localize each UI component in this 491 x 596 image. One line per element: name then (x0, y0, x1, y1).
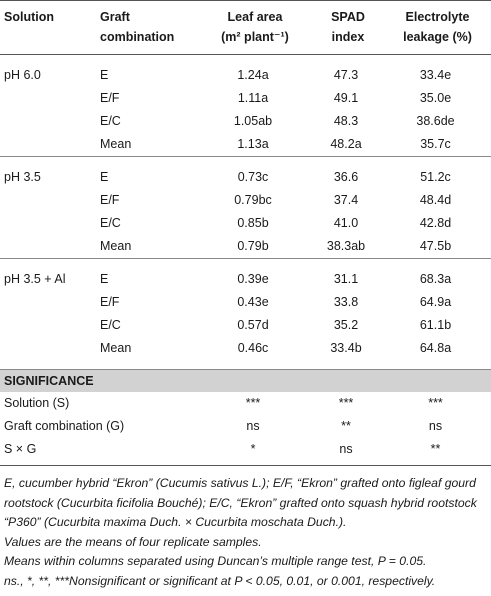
separator-cell (96, 157, 194, 167)
header-leaf-line1: Leaf area (227, 10, 283, 24)
spacer-cell (96, 55, 194, 65)
header-electrolyte (380, 1, 491, 55)
table-row (0, 291, 491, 314)
separator-cell (0, 157, 96, 167)
table-row (0, 268, 491, 291)
header-spad-line2: index (331, 30, 365, 44)
significance-row (0, 415, 491, 438)
table-row (0, 235, 491, 259)
table-footnotes (0, 466, 491, 591)
graft-cell: E (100, 68, 109, 82)
separator-cell (0, 259, 96, 269)
table-row (0, 314, 491, 337)
table-row (0, 189, 491, 212)
spacer-cell (312, 55, 380, 65)
graft-cell: E (100, 272, 109, 286)
leaf-area-significance: ns (246, 419, 260, 433)
leaf-area-cell: 0.57d (237, 318, 269, 332)
spacer-cell (194, 360, 312, 370)
significance-label: S × G (0, 438, 194, 466)
table-header (0, 1, 491, 55)
solution-cell (0, 110, 96, 133)
solution-cell (0, 314, 96, 337)
spad-cell: 38.3ab (326, 239, 366, 253)
electrolyte-cell: 42.8d (419, 216, 452, 230)
spacer-cell (0, 360, 96, 370)
graft-cell: E/F (100, 193, 120, 207)
header-graft-line2: combination (100, 30, 175, 44)
group-spacer (0, 55, 491, 65)
footnote-duncan: Means within columns separated using Duncan’s multiple range test, P = 0.05. (4, 554, 427, 568)
group-separator (0, 157, 491, 167)
spad-cell: 47.3 (333, 68, 359, 82)
leaf-area-cell: 1.05ab (233, 114, 273, 128)
spad-significance: ns (312, 438, 380, 466)
spad-cell: 35.2 (333, 318, 359, 332)
solution-cell: pH 3.5 + Al (4, 272, 66, 286)
spacer-cell (380, 55, 491, 65)
table-row (0, 337, 491, 360)
table-row (0, 212, 491, 235)
electrolyte-cell: 48.4d (419, 193, 452, 207)
solution-cell: pH 6.0 (4, 68, 41, 82)
header-spad (312, 1, 380, 55)
separator-cell (380, 259, 491, 269)
header-graft (96, 1, 194, 55)
header-graft-line1: Graft (100, 10, 130, 24)
solution-cell (0, 133, 96, 157)
separator-cell (96, 259, 194, 269)
graft-cell: E/F (100, 295, 120, 309)
table-body (0, 55, 491, 466)
spad-significance: ** (341, 419, 351, 433)
table-row (0, 110, 491, 133)
leaf-area-cell: 1.11a (237, 91, 269, 105)
spad-cell: 36.6 (333, 170, 359, 184)
table-row (0, 64, 491, 87)
graft-cell: E/C (100, 216, 121, 230)
graft-cell: E/C (100, 114, 121, 128)
electrolyte-significance: *** (428, 396, 443, 410)
graft-cell: Mean (100, 341, 132, 355)
graft-cell: Mean (100, 137, 132, 151)
leaf-area-cell: 0.39e (237, 272, 269, 286)
spad-cell: 41.0 (333, 216, 359, 230)
leaf-area-cell: 0.79bc (234, 193, 272, 207)
spad-cell: 48.3 (333, 114, 359, 128)
spad-cell: 37.4 (333, 193, 359, 207)
leaf-area-cell: 1.24a (237, 68, 269, 82)
footnote-means: Values are the means of four replicate samples. (4, 534, 262, 549)
separator-cell (194, 157, 312, 167)
group-spacer (0, 360, 491, 370)
spacer-cell (0, 55, 96, 65)
header-ec-line1: Electrolyte (405, 10, 470, 24)
electrolyte-significance: ** (380, 438, 491, 466)
solution-cell (0, 337, 96, 360)
spacer-cell (194, 55, 312, 65)
spad-cell: 33.4b (330, 341, 362, 355)
significance-header-row (0, 370, 491, 393)
electrolyte-cell: 61.1b (419, 318, 452, 332)
header-solution-text: Solution (4, 10, 54, 24)
graft-cell: E/F (100, 91, 120, 105)
electrolyte-cell: 38.6de (416, 114, 455, 128)
footnote-abbreviations: E, cucumber hybrid “Ekron” (Cucumis sativus L.); E/F, “Ekron” grafted onto figleaf gourd rootstock (Cucurbita ficifolia Bouché); E/C, “Ekron” grafted onto squash hybrid rootstock “P360” (Cucurbita maxima Duch. × Cucurbita moschata Duch.). (4, 476, 477, 529)
leaf-area-cell: 0.73c (237, 170, 269, 184)
electrolyte-cell: 64.9a (419, 295, 452, 309)
leaf-area-cell: 1.13a (237, 137, 269, 151)
graft-cell: E/C (100, 318, 121, 332)
electrolyte-cell: 33.4e (419, 68, 452, 82)
group-separator (0, 259, 491, 269)
header-solution (0, 1, 96, 55)
table-row (0, 133, 491, 157)
leaf-area-cell: 0.85b (237, 216, 269, 230)
footnote-significance: ns., *, **, ***Nonsignificant or significant at P < 0.05, 0.01, or 0.001, respectively. (4, 573, 436, 588)
separator-cell (312, 157, 380, 167)
electrolyte-cell: 35.7c (420, 137, 451, 151)
significance-label: Solution (S) (4, 396, 70, 410)
graft-cell: Mean (100, 239, 132, 253)
spad-cell: 31.1 (333, 272, 359, 286)
electrolyte-cell: 35.0e (419, 91, 452, 105)
header-spad-line1: SPAD (331, 10, 365, 24)
leaf-area-significance: * (194, 438, 312, 466)
electrolyte-significance: ns (428, 419, 443, 433)
table-row (0, 166, 491, 189)
separator-cell (380, 157, 491, 167)
spad-cell: 49.1 (333, 91, 359, 105)
electrolyte-cell: 68.3a (419, 272, 452, 286)
solution-cell: pH 3.5 (4, 170, 41, 184)
separator-cell (194, 259, 312, 269)
leaf-area-cell: 0.43e (237, 295, 269, 309)
header-leaf-area (194, 1, 312, 55)
solution-cell (0, 189, 96, 212)
solution-cell (0, 212, 96, 235)
leaf-area-cell: 0.79b (237, 239, 269, 253)
graft-cell: E (100, 170, 109, 184)
leaf-area-significance: *** (245, 396, 261, 410)
significance-title: SIGNIFICANCE (0, 370, 491, 393)
solution-cell (0, 235, 96, 259)
electrolyte-cell: 51.2c (420, 170, 451, 184)
separator-cell (312, 259, 380, 269)
spacer-cell (312, 360, 380, 370)
spad-significance: *** (338, 396, 354, 410)
header-leaf-line2: (m² plant⁻¹) (221, 30, 289, 44)
solution-cell (0, 87, 96, 110)
significance-row (0, 438, 491, 466)
spad-cell: 33.8 (333, 295, 359, 309)
table-row (0, 87, 491, 110)
electrolyte-cell: 47.5b (419, 239, 452, 253)
solution-cell (0, 291, 96, 314)
leaf-area-cell: 0.46c (237, 341, 269, 355)
spacer-cell (96, 360, 194, 370)
significance-label: Graft combination (G) (4, 419, 125, 433)
electrolyte-cell: 64.8a (419, 341, 452, 355)
spad-cell: 48.2a (330, 137, 362, 151)
spacer-cell (380, 360, 491, 370)
significance-row (0, 392, 491, 415)
header-ec-line2: leakage (%) (403, 30, 472, 44)
